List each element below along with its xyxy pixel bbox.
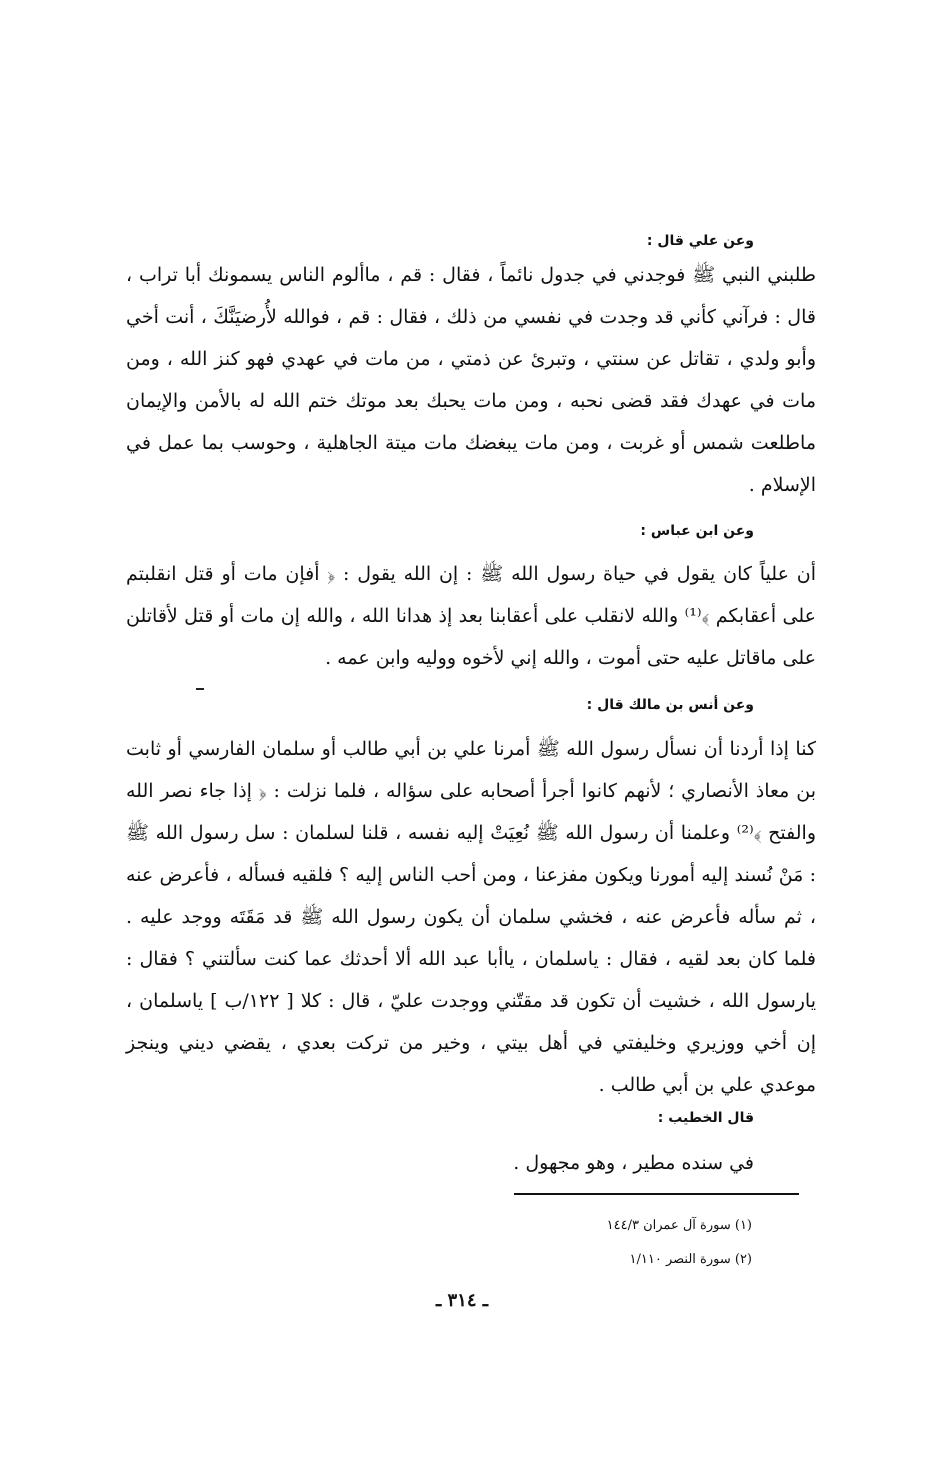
section-heading-anas: وعن أنس بن مالك قال : <box>586 697 754 713</box>
paragraph-anas: كنا إذا أردنا أن نسأل رسول الله ﷺ أمرنا علي بن أبي طالب أو سلمان الفارسي أو ثابت بن معاذ الأنصاري ؛ لأنهم كانوا أجرأ أصحابه على سؤاله ، فلما نزلت : ﴿ إذا جاء نصر الله والفتح ﴾⁽²⁾ وعلمنا أن رسول الله ﷺ نُعِيَتْ إليه نفسه ، قلنا لسلمان : سل رسول الله ﷺ : مَنْ نُسند إليه أمورنا ويكون مفزعنا ، ومن أحب الناس إليه ؟ فلقيه فسأله ، فأعرض عنه ، ثم سأله فأعرض عنه ، فخشي سلمان أن يكون رسول الله ﷺ قد مَقَتَه ووجد عليه . فلما كان بعد لقيه ، فقال : ياسلمان ، ياأبا عبد الله ألا أحدثك عما كنت سألتني ؟ فقال : يارسول الله ، خشيت أن تكون قد مقتّني ووجدت عليّ ، قال : كلا [ ١٢٢/ب ] ياسلمان ، إن أخي ووزيري وخليفتي في أهل بيتي ، وخير من تركت بعدي ، يقضي ديني وينجز موعدي علي بن أبي طالب . <box>126 738 817 1096</box>
footnote-2: (٢) سورة النصر ١/١١٠ <box>629 1252 752 1267</box>
page-number: ـ ٣١٤ ـ <box>435 1290 489 1311</box>
footnote-separator <box>514 1193 799 1195</box>
paragraph-ibn-abbas: أن علياً كان يقول في حياة رسول الله ﷺ : إن الله يقول : ﴿ أفإن مات أو قتل انقلبتم على أعقابكم ﴾⁽¹⁾ والله لانقلب على أعقابنا بعد إذ هدانا الله ، والله إن مات أو قتل لأقاتلن على ماقاتل عليه حتى أموت ، والله إني لأخوه ووليه وابن عمه . <box>126 563 817 669</box>
scan-speck <box>196 688 204 690</box>
khatib-heading: قال الخطيب : <box>657 1110 754 1126</box>
khatib-comment: في سنده مطير ، وهو مجهول . <box>513 1152 754 1174</box>
footnote-1: (١) سورة آل عمران ١٤٤/٣ <box>606 1218 752 1233</box>
section-heading-ibn-abbas: وعن ابن عباس : <box>640 523 754 539</box>
section-body-anas <box>126 728 816 1106</box>
paragraph-ali: طلبني النبي ﷺ فوجدني في جدول نائماً ، فقال : قم ، ماألوم الناس يسمونك أبا تراب ، قال : فرآني كأني قد وجدت في نفسي من ذلك ، فقال : قم ، فوالله لأُرضيَنَّكَ ، أنت أخي وأبو ولدي ، تقاتل عن سنتي ، وتبرئ عن ذمتي ، من مات في عهدي فهو كنز الله ، ومن مات في عهدك فقد قضى نحبه ، ومن مات يحبك بعد موتك ختم الله له بالأمن والإيمان ماطلعت شمس أو غربت ، ومن مات يبغضك مات ميتة الجاهلية ، وحوسب بما عمل في الإسلام . <box>126 264 816 496</box>
section-body-ibn-abbas <box>126 553 816 679</box>
section-heading-ali: وعن علي قال : <box>646 233 754 249</box>
section-body-ali <box>126 254 816 506</box>
